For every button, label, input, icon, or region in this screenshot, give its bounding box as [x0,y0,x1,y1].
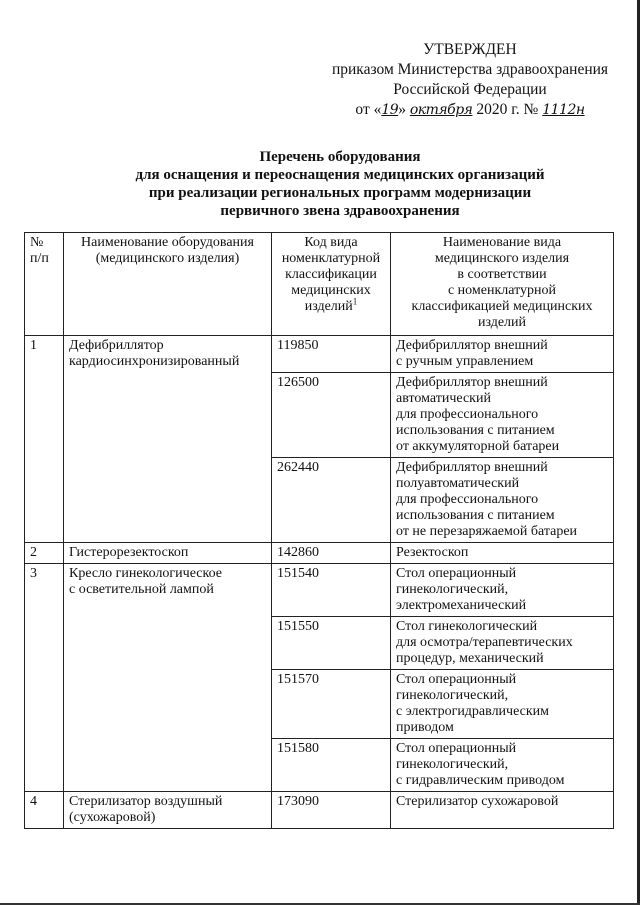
kind-cell: Дефибриллятор внешний полуавтоматический для профессионального использования с питанием от не перезаряжаемой батареи [391,458,614,543]
approval-date-line: от «19» октября 2020 г. № 1112н [355,101,585,118]
approval-stamp [330,40,610,120]
header-equipment-name: Наименование оборудования (медицинского изделия) [64,233,272,336]
row-number: 4 [25,792,64,829]
row-number: 1 [25,336,64,543]
handwritten-day: 19 [381,102,399,118]
code-cell: 151550 [272,617,391,670]
row-number: 2 [25,543,64,564]
header-number: № п/п [25,233,64,336]
equipment-name: Дефибриллятор кардиосинхронизированный [64,336,272,543]
code-cell: 173090 [272,792,391,829]
equipment-name: Кресло гинекологическое с осветительной лампой [64,564,272,792]
kind-cell: Стол операционный гинекологический, с гидравлическим приводом [391,739,614,792]
kind-cell: Дефибриллятор внешний с ручным управлением [391,336,614,373]
code-cell: 262440 [272,458,391,543]
kind-cell: Стол операционный гинекологический, электромеханический [391,564,614,617]
table-row [25,564,614,617]
kind-cell: Стол операционный гинекологический, с электрогидравлическим приводом [391,670,614,739]
code-cell: 142860 [272,543,391,564]
footnote-marker: 1 [352,296,358,307]
kind-cell: Резектоскоп [391,543,614,564]
table-row [25,336,614,373]
approval-issuer: приказом Министерства здравоохранения [331,61,609,78]
handwritten-order-number: 1112н [542,102,585,118]
header-kind-name: Наименование вида медицинского изделия в соответствии с номенклатурной классификацией медицинских изделий [391,233,614,336]
equipment-name: Гистерорезектоскоп [64,543,272,564]
code-cell: 151580 [272,739,391,792]
table-row [25,792,614,829]
code-cell: 151540 [272,564,391,617]
row-number: 3 [25,564,64,792]
equipment-name: Стерилизатор воздушный (сухожаровой) [64,792,272,829]
header-code: Код вида номенклатурной классификации медицинских изделий$^1$ [272,233,391,336]
kind-cell: Стерилизатор сухожаровой [391,792,614,829]
kind-cell: Дефибриллятор внешний автоматический для профессионального использования с питанием от аккумуляторной батареи [391,373,614,458]
equipment-table [24,232,614,829]
code-cell: 119850 [272,336,391,373]
approval-heading: УТВЕРЖДЕН [423,41,517,58]
table-header-row [25,233,614,336]
approval-country: Российской Федерации [393,81,547,98]
handwritten-month: октября [409,102,473,118]
code-cell: 126500 [272,373,391,458]
document-title: Перечень оборудования для оснащения и переоснащения медицинских организаций при реализации региональных программ модернизации первичного звена здравоохранения [135,149,545,219]
table-row [25,543,614,564]
code-cell: 151570 [272,670,391,739]
kind-cell: Стол гинекологический для осмотра/терапевтических процедур, механический [391,617,614,670]
